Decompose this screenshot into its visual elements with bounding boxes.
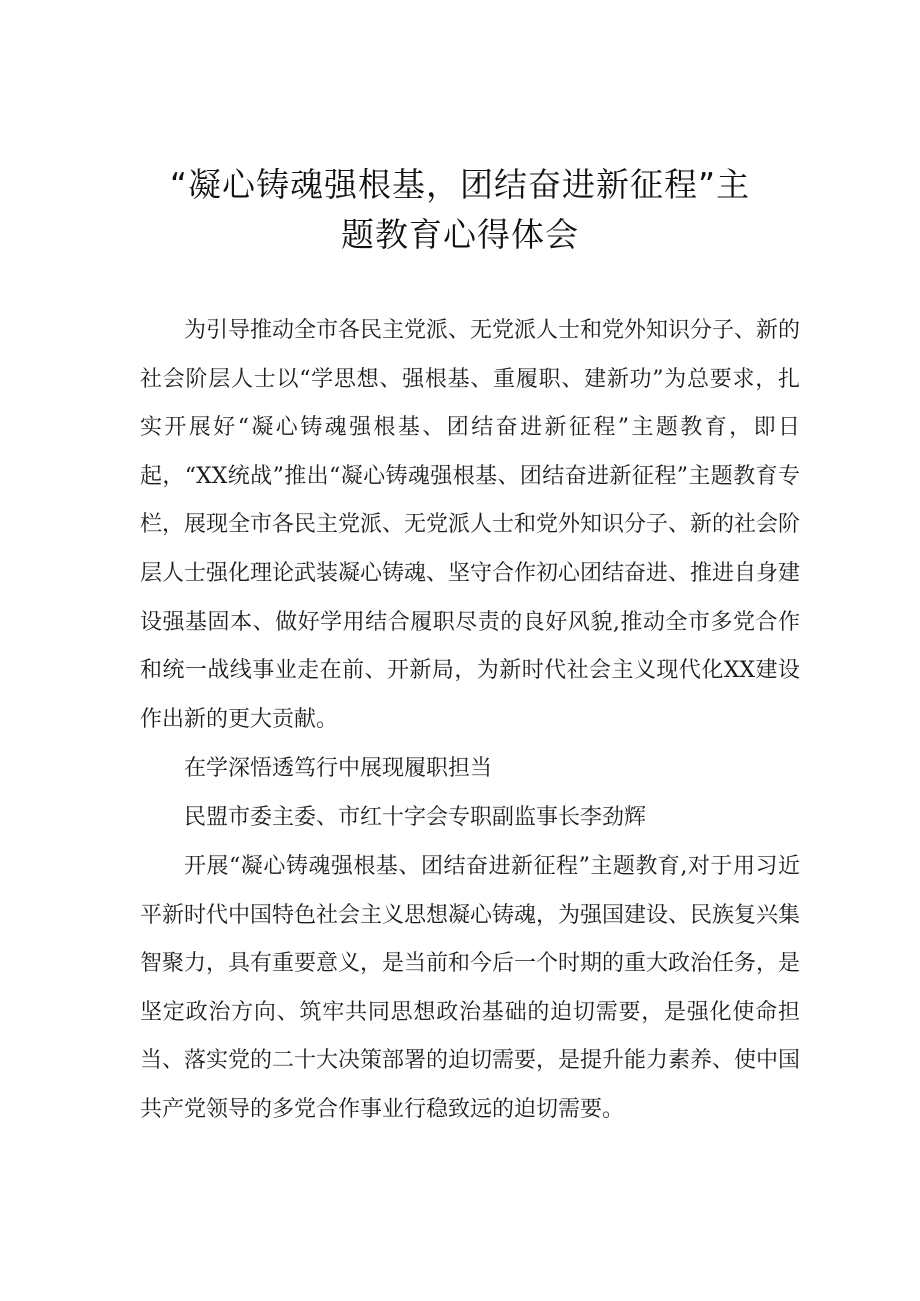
document-title-line-2: 题教育心得体会 xyxy=(341,215,579,254)
body-paragraph-1: 为引导推动全市各民主党派、无党派人士和党外知识分子、新的社会阶层人士以“学思想、强根基、重履职、建新功”为总要求，扎实开展好“凝心铸魂强根基、团结奋进新征程”主题教育，即日起，“XX统战”推出“凝心铸魂强根基、团结奋进新征程”主题教育专栏，展现全市各民主党派、无党派人士和党外知识分子、新的社会阶层人士强化理论武装凝心铸魂、坚守合作初心团结奋进、推进自身建设强基固本、做好学用结合履职尽责的良好风貌,推动全市多党合作和统一战线事业走在前、开新局，为新时代社会主义现代化XX建设作出新的更大贡献。 xyxy=(140,318,801,732)
section-subheading: 在学深悟透笃行中展现履职担当 xyxy=(184,756,493,781)
document-title-line-1: “凝心铸魂强根基，团结奋进新征程”主 xyxy=(169,165,751,204)
author-line: 民盟市委主委、市红十字会专职副监事长李劲辉 xyxy=(184,805,647,830)
body-paragraph-2: 开展“凝心铸魂强根基、团结奋进新征程”主题教育,对于用习近平新时代中国特色社会主义思想凝心铸魂，为强国建设、民族复兴集智聚力，具有重要意义，是当前和今后一个时期的重大政治任务，是坚定政治方向、筑牢共同思想政治基础的迫切需要，是强化使命担当、落实党的二十大决策部署的迫切需要，是提升能力素养、使中国共产党领导的多党合作事业行稳致远的迫切需要。 xyxy=(140,854,801,1122)
